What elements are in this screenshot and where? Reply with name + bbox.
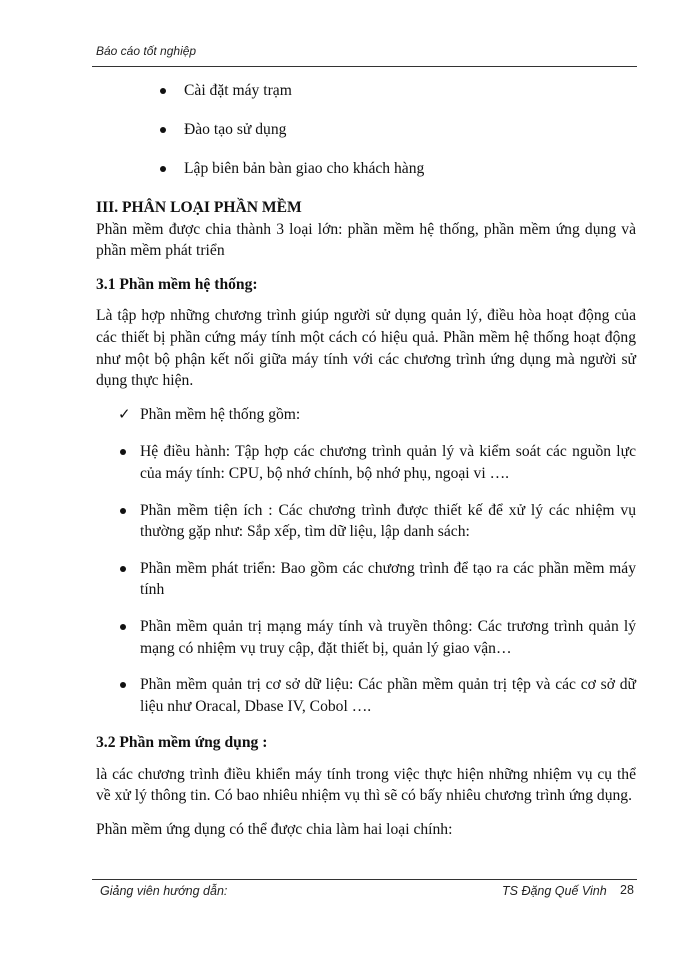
list-item: [96, 616, 636, 659]
header-rule: [92, 66, 637, 67]
list-item-text: Phần mềm quản trị cơ sở dữ liệu: Các phần mềm quản trị tệp và các cơ sở dữ liệu như Oracal, Dbase IV, Cobol ….: [140, 676, 636, 715]
list-item-text: Phần mềm quản trị mạng máy tính và truyền thông: Các trương trình quản lý mạng có nhiệm vụ truy cập, đặt thiết bị, quản lý giao vận…: [140, 617, 636, 657]
list-item: [96, 441, 636, 484]
list-item-text: Đào tạo sử dụng: [184, 121, 287, 138]
list-item-text: Phần mềm phát triển: Bao gồm các chương trình để tạo ra các phần mềm máy tính: [140, 559, 636, 599]
bullet-icon: [160, 127, 166, 133]
section-heading: III. PHÂN LOẠI PHẦN MỀM: [96, 199, 302, 216]
page-number: 28: [620, 883, 634, 897]
list-item: [96, 558, 636, 601]
list-item-text: Phần mềm tiện ích : Các chương trình được thiết kế để xử lý các nhiệm vụ thường gặp như: Sắp xếp, tìm dữ liệu, lập danh sách:: [140, 501, 636, 541]
bullet-icon: [160, 166, 166, 172]
subsection-heading-3-1: 3.1 Phần mềm hệ thống:: [96, 275, 258, 293]
footer-advisor-label: Giảng viên hướng dẫn:: [100, 884, 228, 898]
bullet-icon: [160, 88, 166, 94]
checkmark-icon: ✓: [118, 404, 131, 423]
list-item-text: Cài đặt máy trạm: [184, 82, 292, 99]
header-title: Báo cáo tốt nghiệp: [96, 44, 197, 58]
list-item-text: Lập biên bản bàn giao cho khách hàng: [184, 160, 425, 177]
subsection-paragraph: Phần mềm ứng dụng có thể được chia làm hai loại chính:: [96, 821, 453, 839]
subsection-heading-3-2: 3.2 Phần mềm ứng dụng :: [96, 734, 268, 752]
list-item: [96, 80, 636, 101]
page-body: [96, 80, 636, 853]
bullet-icon: [120, 508, 126, 514]
bullet-icon: [120, 624, 126, 630]
bullet-icon: [120, 682, 126, 688]
list-item: [96, 500, 636, 543]
footer-rule: [92, 879, 637, 880]
checklist-item-text: Phần mềm hệ thống gồm:: [140, 405, 301, 423]
list-item: [96, 158, 636, 179]
list-item: [96, 674, 636, 717]
bullet-icon: [120, 566, 126, 572]
subsection-paragraph: Là tập hợp những chương trình giúp người sử dụng quản lý, điều hòa hoạt động của các thiết bị phần cứng máy tính một cách có hiệu quả. Phần mềm hệ thống hoạt động như một bộ phận kết nối giữa máy tính với các chương trình ứng dụng mà người sử dụng thực hiện.: [96, 307, 636, 390]
bullet-icon: [120, 449, 126, 455]
subsection-paragraph: là các chương trình điều khiển máy tính trong việc thực hiện những nhiệm vụ cụ thể về xử lý thông tin. Có bao nhiêu nhiệm vụ thì sẽ có bấy nhiêu chương trình ứng dụng.: [96, 765, 636, 805]
list-item: [96, 119, 636, 140]
list-item-text: Hệ điều hành: Tập hợp các chương trình quản lý và kiểm soát các nguồn lực của máy tính: CPU, bộ nhớ chính, bộ nhớ phụ, ngoại vi ….: [140, 443, 636, 482]
footer-advisor-name: TS Đặng Quế Vinh: [502, 884, 607, 898]
section-intro: Phần mềm được chia thành 3 loại lớn: phần mềm hệ thống, phần mềm ứng dụng và phần mềm phát triển: [96, 220, 636, 260]
checklist-item: [96, 404, 636, 426]
